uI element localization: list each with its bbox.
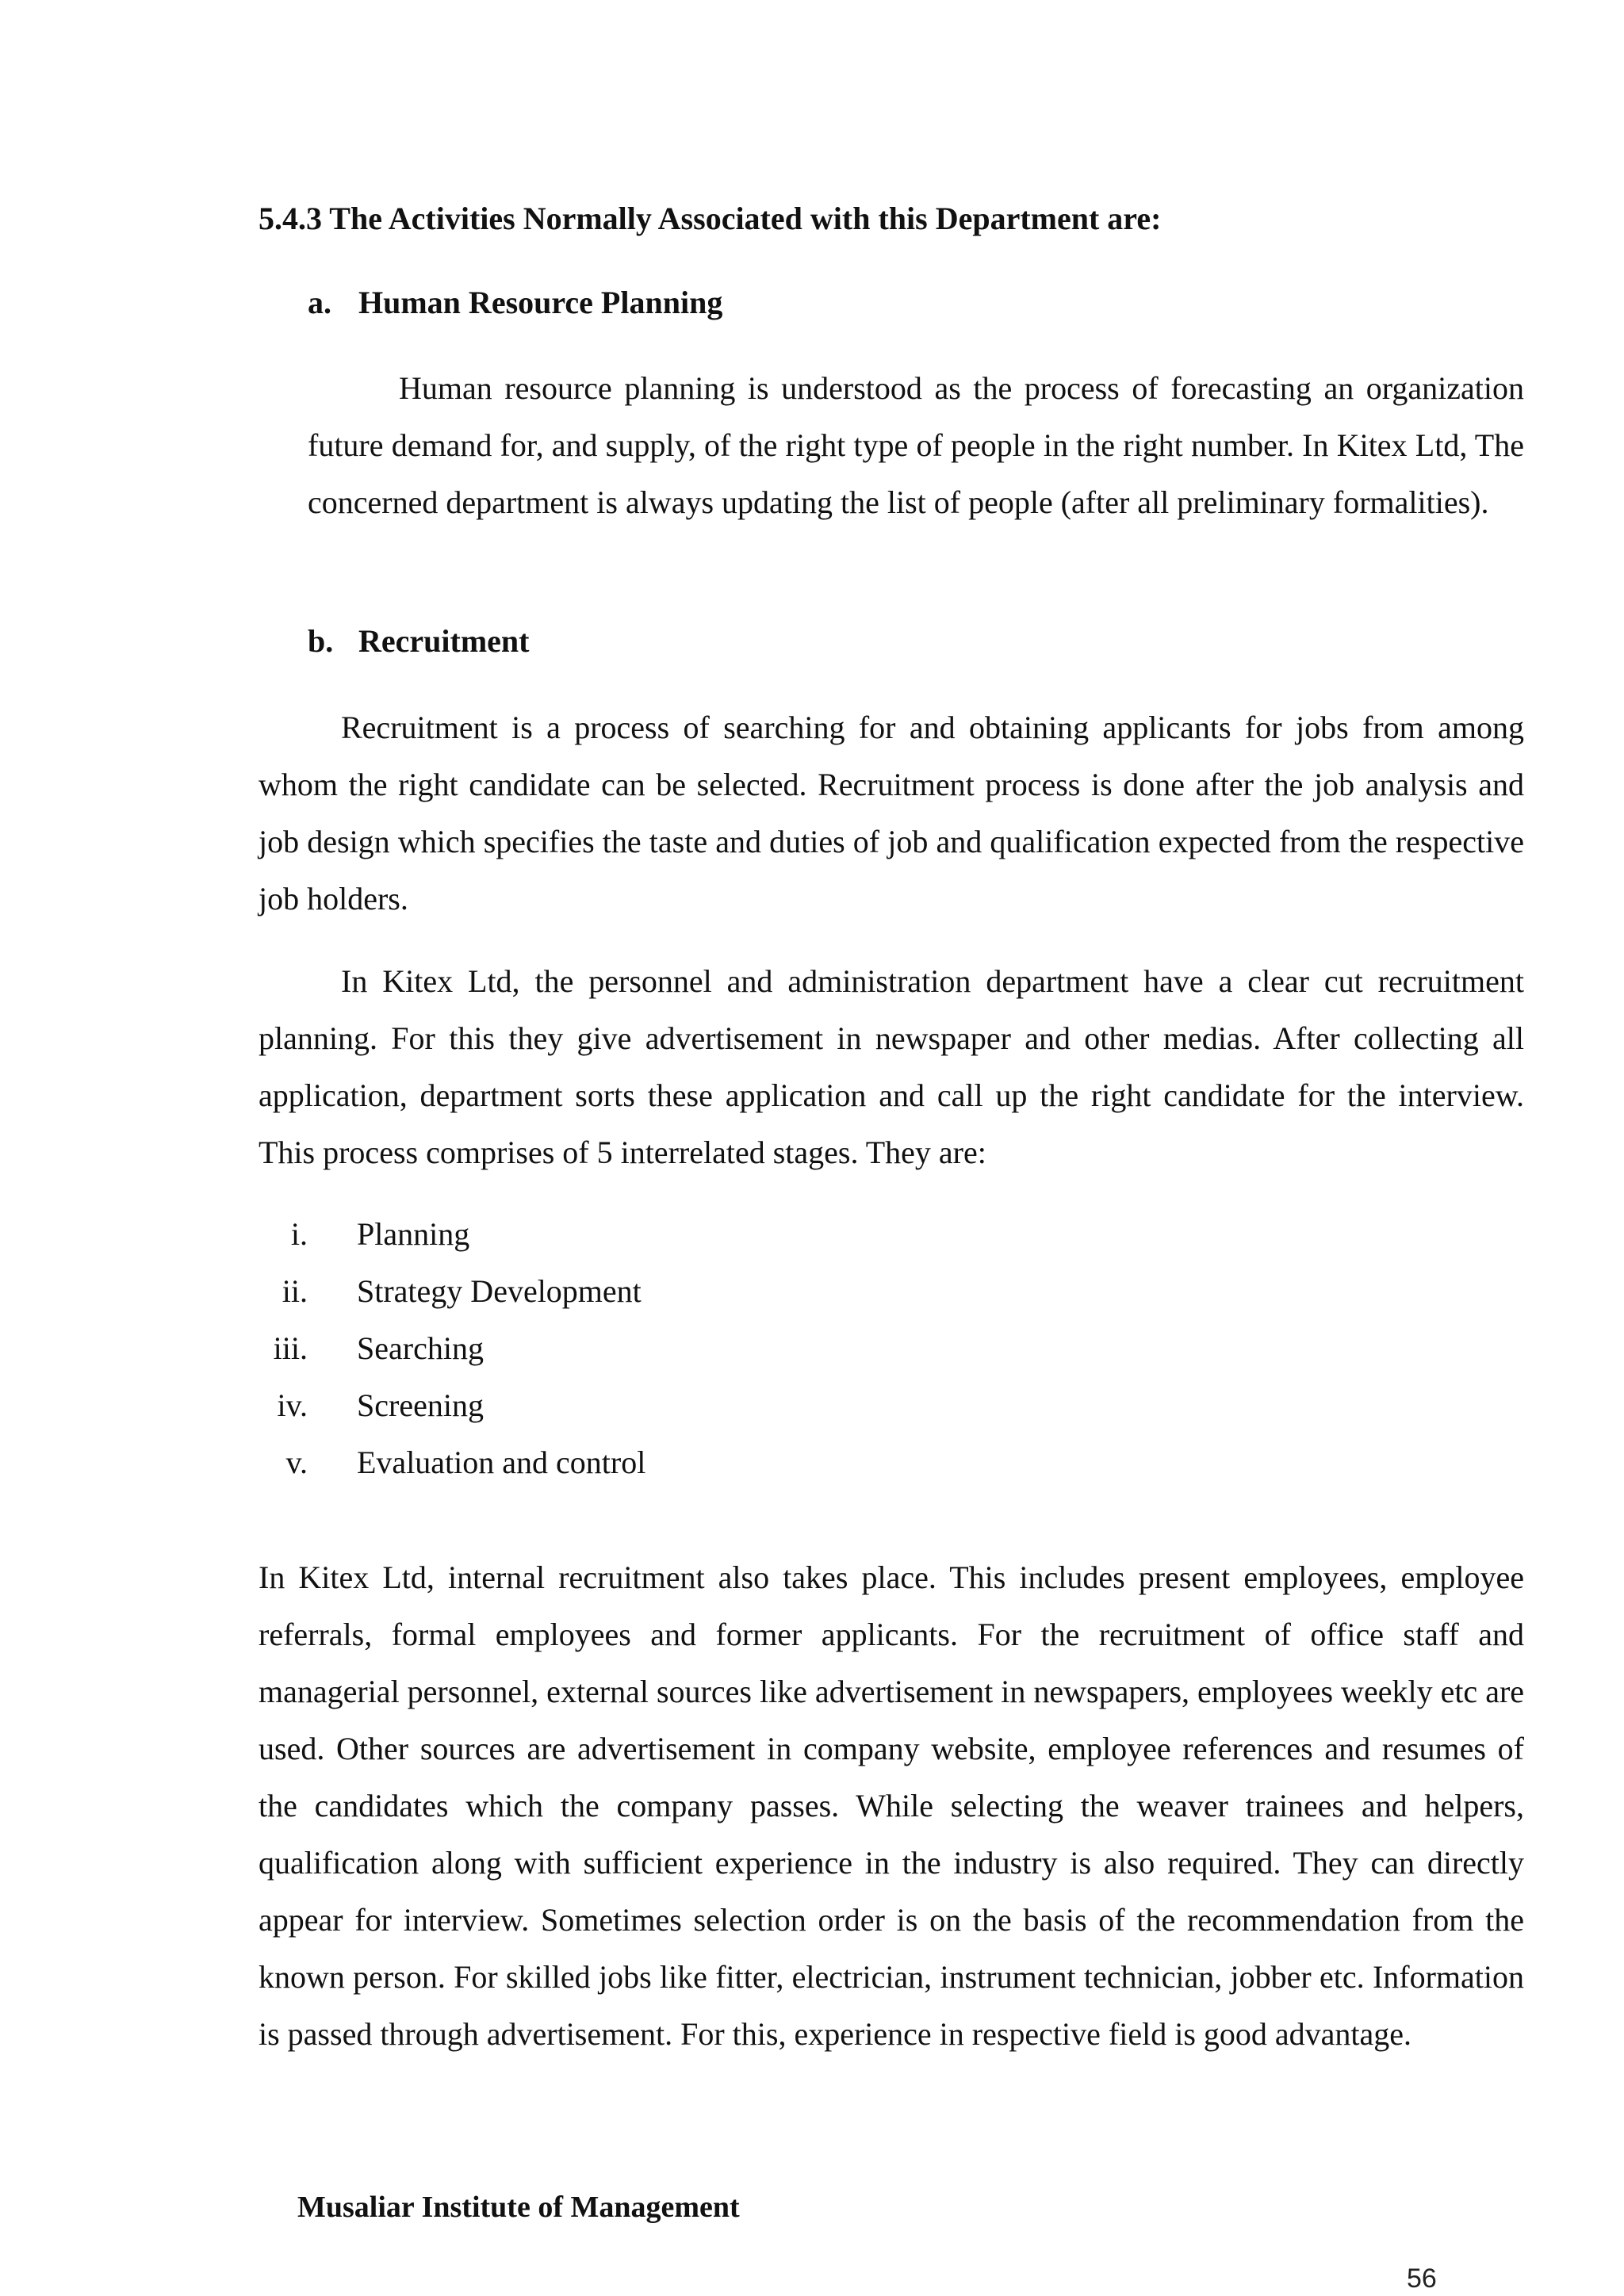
list-item-text: Strategy Development	[357, 1273, 642, 1309]
list-item	[259, 1206, 645, 1263]
subheading-title: Recruitment	[358, 623, 530, 659]
list-item-number: iii.	[273, 1330, 308, 1366]
list-item-number: ii.	[282, 1273, 308, 1309]
list-item	[259, 1320, 645, 1377]
recruitment-stages-list	[259, 1206, 645, 1491]
subheading-marker: a.	[308, 285, 331, 320]
list-item-text: Searching	[357, 1330, 484, 1366]
subheading-marker: b.	[308, 623, 334, 659]
list-item-number: i.	[290, 1216, 308, 1252]
hr-planning-paragraph: Human resource planning is understood as the process of forecasting an organization future demand for, and supply, of the right type of people in the right number. In Kitex Ltd, The concerned department is always updating the list of people (after all preliminary formalities).	[308, 370, 1524, 520]
section-heading: 5.4.3 The Activities Normally Associated with this Department are:	[259, 201, 1162, 236]
list-item-number: v.	[285, 1445, 308, 1480]
subheading-hr-planning	[308, 282, 722, 323]
footer-institute-name: Musaliar Institute of Management	[297, 2191, 740, 2224]
list-item-number: iv.	[277, 1387, 308, 1423]
recruitment-paragraph-internal: In Kitex Ltd, internal recruitment also takes place. This includes present employees, employee referrals, formal employees and former applicants. For the recruitment of office staff and managerial personnel, external sources like advertisement in newspapers, employees weekly etc are used. Other sources are advertisement in company website, employee references and resumes of the candidates which the company passes. While selecting the weaver trainees and helpers, qualification along with sufficient experience in the industry is also required. They can directly appear for interview. Sometimes selection order is on the basis of the recommendation from the known person. For skilled jobs like fitter, electrician, instrument technician, jobber etc. Information is passed through advertisement. For this, experience in respective field is good advantage.	[259, 1559, 1525, 2052]
subheading-recruitment	[308, 621, 529, 662]
list-item	[259, 1263, 645, 1320]
list-item	[259, 1434, 645, 1491]
list-item-text: Planning	[357, 1216, 470, 1252]
list-item-text: Screening	[357, 1387, 484, 1423]
recruitment-paragraph-kitex: In Kitex Ltd, the personnel and administration department have a clear cut recruitment planning. For this they give advertisement in newspaper and other medias. After collecting all application, department sorts these application and call up the right candidate for the interview. This process comprises of 5 interrelated stages. They are:	[259, 963, 1524, 1170]
subheading-title: Human Resource Planning	[358, 285, 723, 320]
list-item-text: Evaluation and control	[357, 1445, 646, 1480]
recruitment-paragraph-definition: Recruitment is a process of searching for and obtaining applicants for jobs from among whom the right candidate can be selected. Recruitment process is done after the job analysis and job design which specifies the taste and duties of job and qualification expected from the respective job holders.	[259, 710, 1524, 916]
list-item	[259, 1377, 645, 1434]
page-number: 56	[1407, 2263, 1437, 2294]
